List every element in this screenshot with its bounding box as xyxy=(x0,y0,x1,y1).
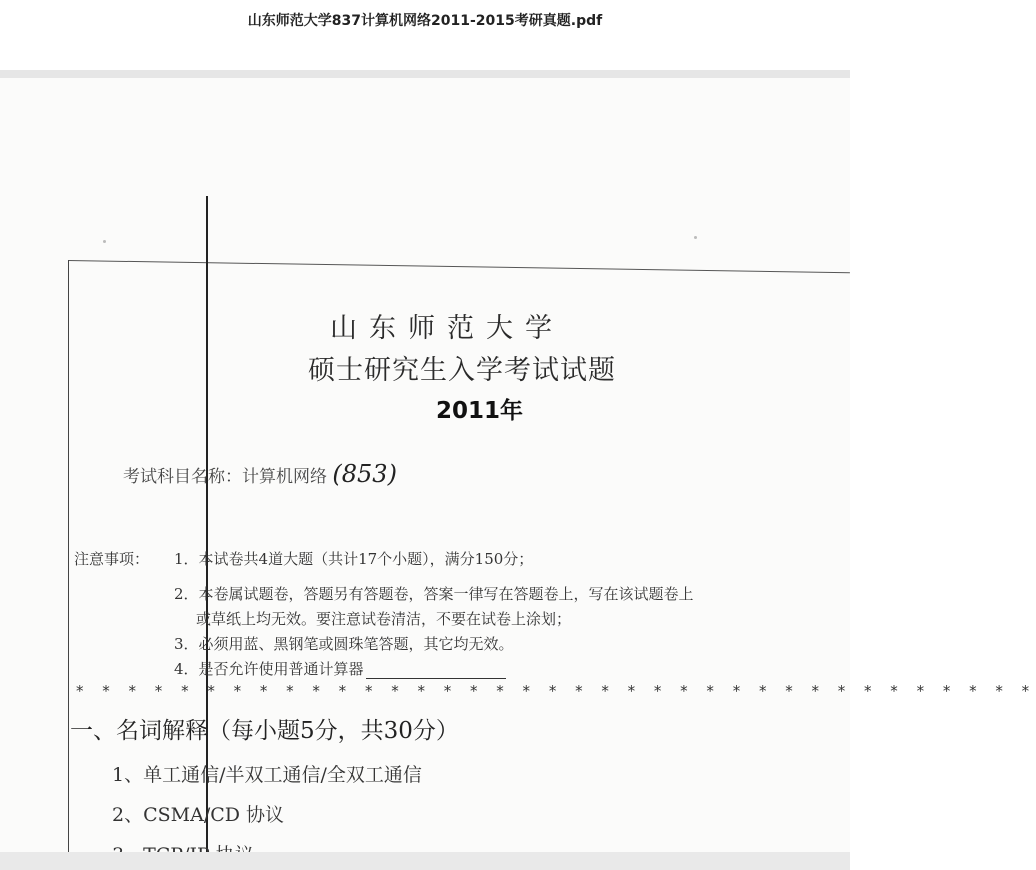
scan-speck xyxy=(694,236,697,239)
separator-dots: * * * * * * * * * * * * * * * * * * * * * * * * * * * * * * * * * * * * * xyxy=(76,682,1036,700)
header-divider xyxy=(0,70,850,78)
exam-year: 2011年 xyxy=(436,398,524,424)
pdf-viewer[interactable] xyxy=(0,78,1036,852)
subject-label: 考试科目名称：计算机网络 xyxy=(123,467,327,487)
subject-code: (853) xyxy=(332,460,397,488)
university-name: 山东师范大学 xyxy=(330,313,564,344)
section-heading: 一、名词解释（每小题5分，共30分） xyxy=(70,718,459,744)
subject-line xyxy=(123,460,397,488)
notes-label: 注意事项： xyxy=(74,550,150,568)
viewer-header xyxy=(0,0,850,70)
file-title: 山东师范大学837计算机网络2011-2015考研真题.pdf xyxy=(247,13,603,29)
scanned-page xyxy=(0,78,1036,852)
question-item: 1、单工通信/半双工通信/全双工通信 xyxy=(112,764,422,786)
note-text: 4．是否允许使用普通计算器 xyxy=(174,660,364,678)
note-item: 或草纸上均无效。要注意试卷清洁，不要在试卷上涂划； xyxy=(196,610,572,628)
note-item: 2．本卷属试题卷，答题另有答题卷，答案一律写在答题卷上，写在该试题卷上 xyxy=(174,585,694,603)
viewer-footer xyxy=(0,852,850,870)
scan-speck xyxy=(103,240,106,243)
scan-fold-line xyxy=(206,196,208,856)
page-border-top xyxy=(68,260,850,273)
question-item: 2、CSMA/CD 协议 xyxy=(112,804,285,826)
note-item: 1．本试卷共4道大题（共计17个小题），满分150分； xyxy=(174,550,534,568)
page-border-left xyxy=(68,260,69,860)
note-item xyxy=(174,658,506,679)
note-item: 3．必须用蓝、黑钢笔或圆珠笔答题，其它均无效。 xyxy=(174,635,514,653)
exam-title: 硕士研究生入学考试试题 xyxy=(308,355,616,386)
fill-blank-line xyxy=(366,664,506,679)
